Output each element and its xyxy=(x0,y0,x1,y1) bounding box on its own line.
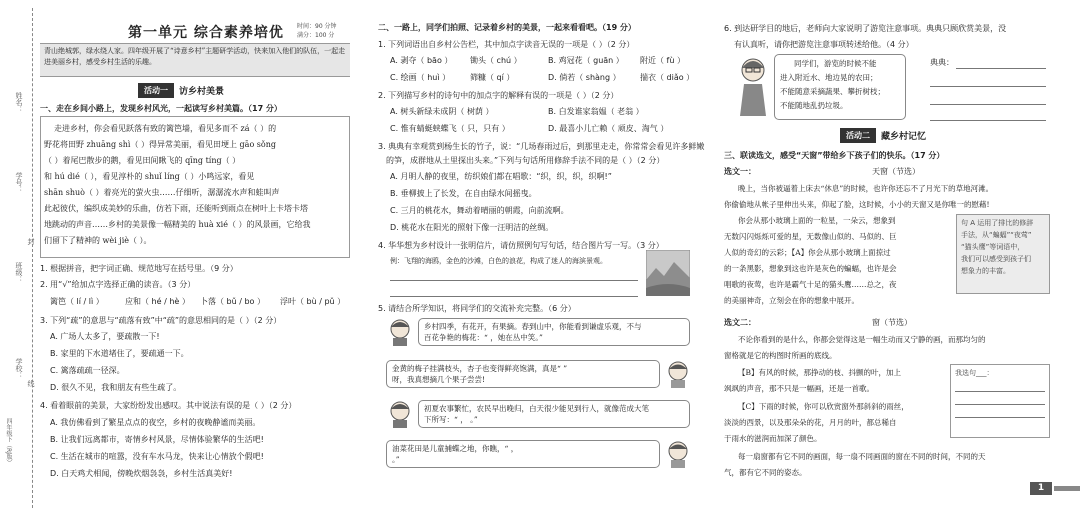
speech-bubble-4 xyxy=(386,440,660,468)
series-label: 四年级下（RJ版） xyxy=(5,418,12,466)
page-number-bar xyxy=(1054,486,1080,491)
q2-option[interactable]: 应和（ hé / hè ） xyxy=(125,297,190,306)
q2-option[interactable]: D. 最喜小儿亡赖（ 顽皮、淘气 ） xyxy=(548,124,669,133)
sel1-line: 人似的奇幻的云彩；【A】你会从那小玻璃上面掠过 xyxy=(724,248,891,257)
sel2-line: 淡淡的西景，以及那朵朵的花，月月的叶，都总稀自 xyxy=(724,418,897,427)
q4-answer-line[interactable] xyxy=(390,280,638,281)
passage-line: shān shuò（ ）着亮光的萤火虫……仔细听，潺潺流水声和蛙叫声 xyxy=(44,188,280,197)
q6-instruction: 6. 到达研学目的地后，老师向大家说明了游览注意事项。典典只顾欣赏美景，没 xyxy=(724,24,1007,33)
bubble-4-line: 油菜花田是儿童捕蝶之地，你瞧，“ ， xyxy=(392,444,519,453)
q3-meaning: 3. 下列“疏”的意思与“疏落有致”中“疏”的意思相同的是（ ）（2 分） xyxy=(40,316,282,325)
q4-option[interactable]: D. 白天鸡犬相闻，傍晚炊烟袅袅，乡村生活真美好! xyxy=(50,469,233,478)
page-title: 第一单元 综合素养培优 xyxy=(128,25,284,41)
time-limit: 时间：90 分钟 xyxy=(297,23,337,30)
passage-line: 此起彼伏，编织成美妙的乐曲，仿若下雨，还能听到雨点在树叶上卡塔卡塔 xyxy=(44,204,308,213)
binding-margin xyxy=(0,0,40,512)
seal-mark: 封 xyxy=(27,238,35,245)
sel2-line: 不论你看到的是什么，你都会觉得这是一幅生动而又宁静的画，而那均匀的 xyxy=(738,335,986,344)
note2-answer-line[interactable] xyxy=(955,379,1045,392)
annotation-note-1 xyxy=(956,214,1050,294)
note2-prompt: 我选句___： xyxy=(955,369,994,377)
q6-instruction: 有认真听，请你把游览注意事项转述给他。（4 分） xyxy=(734,40,914,49)
diandian-answer-line[interactable] xyxy=(930,104,1046,105)
q1-option[interactable]: 揣衣（ diǎo ） xyxy=(640,73,695,82)
passage-line: 们留下了精神的 wèi jiè（ ）。 xyxy=(44,236,152,245)
q2-option[interactable]: A. 树头新绿未成阴（ 树荫 ） xyxy=(390,107,494,116)
q2-option[interactable]: C. 惟有蜻蜓蛱蝶飞（ 只，只有 ） xyxy=(390,124,510,133)
bubble-4-line: 。” xyxy=(392,455,400,464)
student-id-label: 学号： xyxy=(15,172,23,193)
note1-line: 句 A 运用了排比的修辞 xyxy=(961,219,1034,227)
q3-option[interactable]: B. 垂柳披上了长发，在自由绿水间摇曳。 xyxy=(390,189,537,198)
bubble-2-line: 呀，我真想摘几个果子尝尝! xyxy=(392,375,486,384)
q1-option[interactable]: 锄头（ chú ） xyxy=(470,56,522,65)
q4-option[interactable]: B. 让我们远离都市，寄情乡村风景，尽情体验繁华的生活吧! xyxy=(50,435,264,444)
activity-1-header xyxy=(138,83,224,97)
q4-example: 例：飞翔的海鸥，金色的沙滩，白色的浪花，构成了迷人的海滨景观。 xyxy=(390,257,607,265)
q4-postcard: 4. 华华想为乡村设计一张明信片，请仿照例句写句话，结合图片写一写。（3 分） xyxy=(378,241,664,250)
exam-meta xyxy=(297,22,337,40)
q5-dialogue: 5. 请结合所学知识，将同学们的交流补充完整。（6 分） xyxy=(378,304,576,313)
sel1-line: 的美丽神奇，立刻会在你的想象中展开。 xyxy=(724,296,859,305)
sel1-line: 你会从那小玻璃上面的一粒星，一朵云，想象到 xyxy=(738,216,896,225)
sel2-line: 每一扇窗都有它不同的画面，每一扇不同画面的窗在不同的时间，不同的天 xyxy=(738,452,986,461)
intro-banner: 青山绝城郭，绿水绕人家。四年级开展了“诗意乡村”主题研学活动，快来加入他们的队伍，一起走进美丽乡村，感受乡村生活的乐趣。 xyxy=(40,43,350,77)
q3-rhetoric: 3. 典典有幸观赏到杨生长的竹子，说：“几场春雨过后，到那里走走，你常常会看见许多鲜嫩 xyxy=(378,142,705,151)
full-score: 满分：100 分 xyxy=(297,32,335,39)
section-3-heading: 三、联读选文，感受“天窗”带给乡下孩子们的快乐。（17 分） xyxy=(724,151,945,160)
bubble-3-line: 初夏农事繁忙，农民早出晚归，白天很少能见到行人，就像范成大笔 xyxy=(424,404,649,413)
page-column-3 xyxy=(724,0,1064,512)
q4-option[interactable]: C. 生活在城市的喧嚣，没有车水马龙，快来让心情放个假吧! xyxy=(50,452,264,461)
q2-option[interactable]: 篱笆（ lí / lì ） xyxy=(50,297,104,306)
selection-2-title: 窗（节选） xyxy=(872,318,912,327)
q1-pronunciation: 1. 下列词语出自乡村公告栏，其中加点字读音无误的一项是（ ）（2 分） xyxy=(378,40,635,49)
selection-1-label: 选文一： xyxy=(724,167,756,176)
sel2-line: 飒飒的声音，那不只是一幅画，还是一首歌。 xyxy=(724,384,874,393)
activity-2-label: 活动二 xyxy=(840,128,876,143)
sel1-line: 晚上，当你被逼着上床去“休息”的时候，也许你还忘不了月光下的草地河滩。 xyxy=(738,184,994,193)
activity-2-header xyxy=(840,128,926,142)
activity-1-name: 访乡村美景 xyxy=(179,86,225,97)
speech-bubble-1 xyxy=(418,318,690,346)
notice-line: 进入附近水、地边晃的农田； xyxy=(780,73,878,82)
line-mark: 线 xyxy=(27,380,35,387)
q1-option[interactable]: D. 倘若（ shàng ） xyxy=(548,73,621,82)
diandian-answer-line[interactable] xyxy=(930,86,1046,87)
sel1-line: 的一条黑影，想象到这也许是灰色的蝙蝠，也许是会 xyxy=(724,264,897,273)
notice-line: 不能随意采摘蔬果、攀折树枝； xyxy=(780,87,885,96)
sel2-line: 【C】下雨的时候，你可以欣赏窗外那斜斜的雨丝， xyxy=(738,402,909,411)
diandian-answer-line[interactable] xyxy=(930,120,1046,121)
sel1-line: 你偷偷地从帐子里伸出头来，仰起了脸，这时候，小小的天窗又是你唯一的慰藉! xyxy=(724,200,990,209)
section-2-heading: 二、一路上，同学们拍照、记录着乡村的美景，一起来看看吧。（19 分） xyxy=(378,23,636,32)
q2-option[interactable]: B. 白发谁家翁媪（ 老翁 ） xyxy=(548,107,644,116)
note1-line: 我们可以感受到孩子们 xyxy=(961,255,1031,263)
sel2-line: 【B】有风的时候，那挣动的枝、抖颤的叶，加上 xyxy=(738,368,902,377)
q1-pinyin: 1. 根据拼音，把字词正确、规范地写在括号里。（9 分） xyxy=(40,264,238,273)
q3-option[interactable]: D. 很久不见，我和朋友有些生疏了。 xyxy=(50,383,182,392)
activity-1-label: 活动一 xyxy=(138,83,174,98)
notice-line: 同学们，游览的时候不能 xyxy=(794,59,877,68)
q1-option[interactable]: 附近（ fù ） xyxy=(640,56,685,65)
passage-line: 野花将田野 zhuāng shì（ ）得异常美丽，看见田埂上 gāo sǒng xyxy=(44,140,276,149)
note1-line: 手法，从“蝙蝠”“夜莺” xyxy=(961,231,1032,239)
activity-2-name: 藏乡村记忆 xyxy=(881,131,927,142)
note1-line: “猫头鹰”等词语中， xyxy=(961,243,1025,251)
class-label: 班级： xyxy=(15,262,23,283)
teacher-avatar-icon xyxy=(736,56,770,116)
bubble-1-line: 乡村四季，有花开，有果摘。春到山中，你能看到谦虚乐观，不与 xyxy=(424,322,642,331)
passage-line: （ ）着尾巴散步的鹅，看见田间瞅飞的 qīng tíng（ ） xyxy=(44,156,241,165)
name-label: 姓名： xyxy=(15,92,23,113)
section-1-heading: 一、走在乡间小路上，发现乡村风光，一起读写乡村美篇。（17 分） xyxy=(40,104,282,113)
notice-bubble xyxy=(774,54,906,120)
annotation-note-2[interactable] xyxy=(950,364,1050,438)
q1-option[interactable]: 筛糠（ qí ） xyxy=(470,73,515,82)
q4-answer-line[interactable] xyxy=(390,296,638,297)
diandian-label: 典典： xyxy=(930,58,954,67)
child-avatar-icon xyxy=(666,440,690,468)
school-label: 学校： xyxy=(15,358,23,379)
bubble-2-line: 金黄的梅子挂满枝头，杏子也变得鲜亮饱满，真是“ ” xyxy=(392,364,568,373)
q1-option[interactable]: B. 鸡冠花（ guān ） xyxy=(548,56,624,65)
q1-option[interactable]: C. 绘画（ huì ） xyxy=(390,73,451,82)
q3-option[interactable]: D. 桃花水在阳光的照射下像一汪明洁的丝绸。 xyxy=(390,223,554,232)
note2-answer-line[interactable] xyxy=(955,392,1045,405)
q3-option[interactable]: C. 三月的桃花水，舞动着晴丽的朝霞，向前流啊。 xyxy=(390,206,569,215)
q3-option[interactable]: A. 月明人静的夜里，纺织娘们都在唱歌：“织，织，织，织啊!” xyxy=(390,172,612,181)
q3-option[interactable]: A. 广场人太多了，要疏散一下! xyxy=(50,332,160,341)
child-avatar-icon xyxy=(388,318,412,346)
note2-answer-line[interactable] xyxy=(955,405,1045,418)
sel1-line: 无数闪闪烁烁可爱的星，无数像山似的、马似的、巨 xyxy=(724,232,897,241)
notice-line: 不能随地乱扔垃圾。 xyxy=(780,101,848,110)
bubble-3-line: 下所写：“ ， 。” xyxy=(424,415,478,424)
child-avatar-icon xyxy=(388,400,412,428)
q2-option[interactable]: 浮叶（ bù / pǔ ） xyxy=(280,297,346,306)
page-number: 1 xyxy=(1030,482,1052,495)
cut-line xyxy=(32,8,33,508)
sel1-line: 唱歌的夜莺，也许是霸气十足的猫头鹰……总之，夜 xyxy=(724,280,897,289)
q3-rhetoric: 的笋，成群地从土里探出头来。”下列与句话所用修辞手法不同的是（ ）（2 分） xyxy=(386,156,665,165)
selection-1-title: 天窗（节选） xyxy=(872,167,920,176)
q4-error: 4. 看着眼前的美景，大家纷纷发出感叹。其中说法有误的是（ ）（2 分） xyxy=(40,401,297,410)
q4-option[interactable]: A. 我仿佛看到了繁星点点的夜空，乡村的夜晚静谧而美丽。 xyxy=(50,418,261,427)
sel2-line: 于雨水的滋润而加深了颜色。 xyxy=(724,434,822,443)
passage-line: 走进乡村，你会看见跃落有致的篱笆墙，看见多而不 zá（ ）的 xyxy=(54,124,277,133)
passage-line: 地跳动的声音……乡村的美景像一幅精美的 huà xié（ ）的风景画，它给我 xyxy=(44,220,311,229)
q3-option[interactable]: B. 家里的下水道堵住了，要疏通一下。 xyxy=(50,349,189,358)
passage-line: 和 hú dié（ ），看见淳朴的 shuǐ líng（ ）小鸣远家，看见 xyxy=(44,172,255,181)
sel2-line: 气，都有它不同的姿态。 xyxy=(724,468,807,477)
selection-2-label: 选文二： xyxy=(724,318,756,327)
note1-line: 想象力的丰富。 xyxy=(961,267,1010,275)
q3-option[interactable]: C. 篱落疏疏一径深。 xyxy=(50,366,125,375)
speech-bubble-3 xyxy=(418,400,690,428)
q1-option[interactable]: A. 剥夺（ bāo ） xyxy=(390,56,453,65)
child-avatar-icon xyxy=(666,360,690,388)
speech-bubble-2 xyxy=(386,360,660,388)
q2-explanation: 2. 下列描写乡村的诗句中的加点字的解释有误的一项是（ ）（2 分） xyxy=(378,91,619,100)
diandian-answer-line[interactable] xyxy=(956,68,1046,69)
q2-option[interactable]: 卜落（ bǔ / bo ） xyxy=(200,297,265,306)
page-column-1 xyxy=(40,0,352,512)
bubble-1-line: 百花争艳的梅花：“ ，她在丛中笑。” xyxy=(424,333,543,342)
q2-reading: 2. 用“√”给加点字选择正确的读音。（3 分） xyxy=(40,280,196,289)
sel2-line: 窗格就是它的构图时所画的底线。 xyxy=(724,351,837,360)
landscape-photo xyxy=(646,250,690,296)
page-column-2 xyxy=(378,0,705,512)
